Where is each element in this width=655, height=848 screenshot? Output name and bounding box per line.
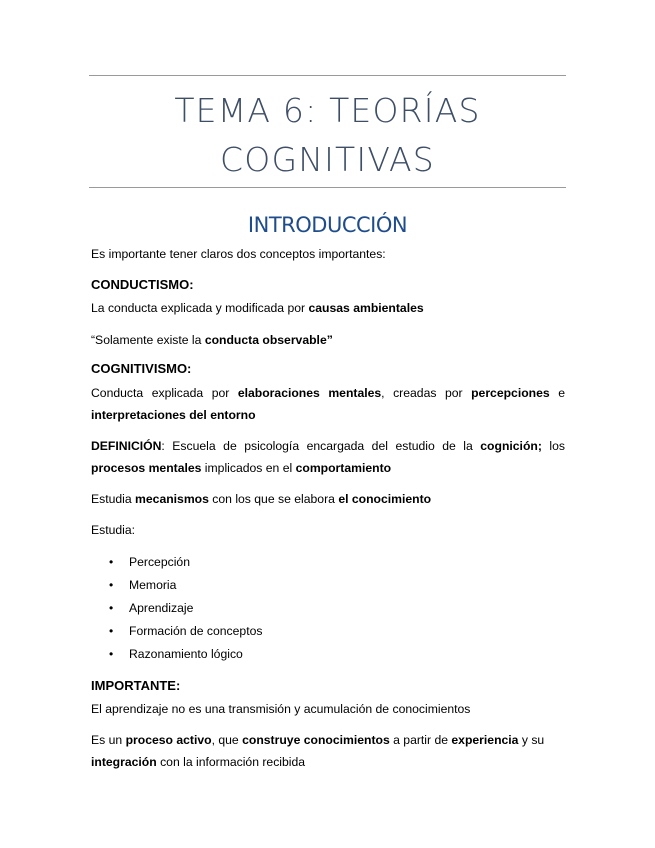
text-run: con la información recibida [156,755,306,769]
bold-run: interpretaciones del entorno [91,408,256,422]
list-item [91,551,551,574]
text-run: y su [518,733,545,747]
text-run: La conducta explicada y modificada por [91,301,309,315]
bottom-divider [89,187,566,188]
text-run: , creadas por [381,386,472,400]
bold-run: mecanismos [135,492,209,506]
definicion-paragraph [91,435,565,479]
bold-run: el conocimiento [338,492,432,506]
list-item-label: Formación de conceptos [129,624,263,638]
conductismo-paragraph-2 [91,329,565,351]
conductismo-heading: CONDUCTISMO: [91,277,194,292]
text-run: “Solamente existe la [91,333,205,347]
title-line-1: TEMA 6: TEORÍAS [174,91,481,130]
text-run: : Escuela de psicología encargada del estudio de la [161,439,481,453]
title-line-2: COGNITIVAS [220,140,435,179]
list-item [91,574,551,597]
list-item [91,597,551,620]
bold-run: procesos mentales [91,461,202,475]
cognitivismo-paragraph [91,382,565,426]
intro-paragraph: Es importante tener claros dos conceptos importantes: [91,247,386,261]
text-run: con los que se elabora [208,492,339,506]
cognitivismo-heading: COGNITIVISMO: [91,361,192,376]
text-run: e [549,386,565,400]
conductismo-paragraph-1 [91,297,565,319]
list-item-label: Percepción [129,555,190,569]
study-topics-list [91,551,551,666]
bullet-icon: • [109,624,114,638]
bold-run: proceso activo [125,733,212,747]
text-run: implicados en el [201,461,296,475]
list-item [91,620,551,643]
bullet-icon: • [109,601,114,615]
importante-paragraph-1: El aprendizaje no es una transmisión y acumulación de conocimientos [91,702,471,716]
bullet-icon: • [109,578,114,592]
bold-run: construye conocimientos [242,733,390,747]
bold-run: experiencia [451,733,519,747]
list-item-label: Razonamiento lógico [129,647,243,661]
estudia-paragraph [91,488,565,510]
text-run: , que [211,733,243,747]
top-divider [89,75,566,76]
text-run: los [541,439,565,453]
estudia-label: Estudia: [91,523,136,537]
section-heading: INTRODUCCIÓN [247,213,408,237]
importante-heading: IMPORTANTE: [91,678,181,693]
page-title [89,86,566,184]
bold-run: comportamiento [295,461,392,475]
text-run: Conducta explicada por [91,386,238,400]
bold-run: DEFINICIÓN [91,439,162,453]
bold-run: cognición; [480,439,542,453]
importante-paragraph-2 [91,729,565,773]
bold-run: conducta observable” [204,333,333,347]
list-item-label: Memoria [129,578,177,592]
bold-run: percepciones [471,386,550,400]
bold-run: elaboraciones mentales [237,386,382,400]
bold-run: integración [91,755,157,769]
bullet-icon: • [109,555,114,569]
bullet-icon: • [109,647,114,661]
text-run: Es un [91,733,126,747]
list-item-label: Aprendizaje [129,601,194,615]
text-run: a partir de [389,733,452,747]
bold-run: causas ambientales [308,301,424,315]
list-item [91,643,551,666]
text-run: Estudia [91,492,136,506]
